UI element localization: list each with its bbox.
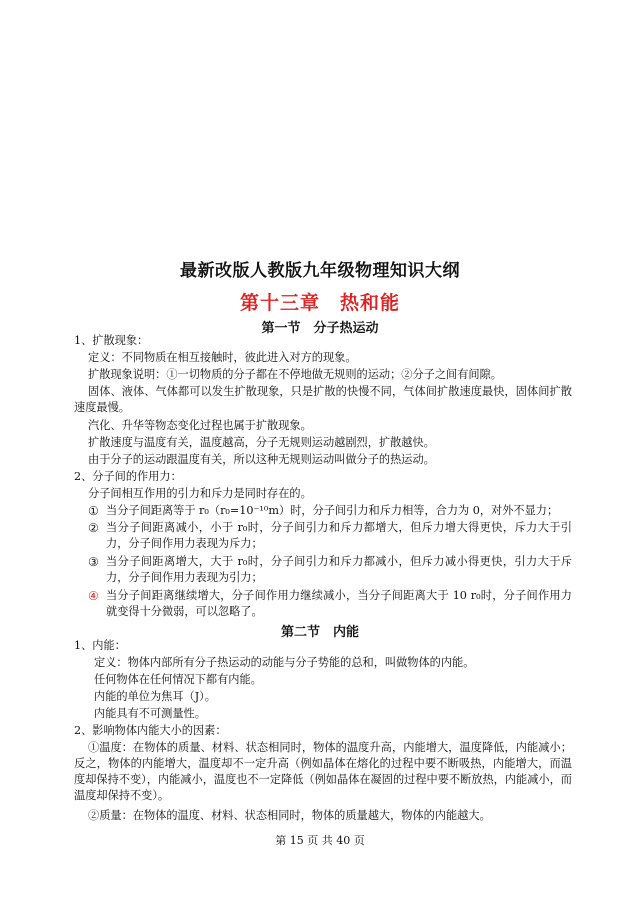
list-item: 当分子间距离等于 r₀（r₀=10⁻¹⁰m）时，分子间引力和斥力相等，合力为 0，对外不显力； <box>106 504 559 517</box>
list-marker: ③ <box>88 555 99 569</box>
chapter-heading: 第十三章 热和能 <box>239 292 400 314</box>
paragraph: 扩散速度与温度有关，温度越高，分子无规则运动越剧烈，扩散越快。 <box>88 436 435 449</box>
paragraph: 定义：不同物质在相互接触时，彼此进入对方的现象。 <box>88 351 357 364</box>
list-marker-highlighted: ④ <box>88 589 99 603</box>
item-heading: 1、扩散现象： <box>74 334 149 347</box>
paragraph: ②质量：在物体的温度、材料、状态相同时，物体的质量越大，物体的内能越大。 <box>88 809 491 822</box>
section-heading-1: 第一节 分子热运动 <box>261 321 379 336</box>
page-footer: 第 15 页 共 40 页 <box>275 834 365 847</box>
list-item: 当分子间距离减小，小于 r₀时，分子间引力和斥力都增大，但斥力增大得更快，斥力大于引力，分子间作用力表现为斥力； <box>106 521 572 550</box>
paragraph: 分子间相互作用的引力和斥力是同时存在的。 <box>88 487 312 500</box>
paragraph: 任何物体在任何情况下都有内能。 <box>94 673 262 686</box>
item-heading: 1、内能： <box>74 639 126 652</box>
paragraph: 定义：物体内部所有分子热运动的动能与分子势能的总和，叫做物体的内能。 <box>94 656 475 669</box>
item-heading: 2、影响物体内能大小的因素： <box>74 724 227 737</box>
list-item: 当分子间距离增大，大于 r₀时，分子间引力和斥力都减小，但斥力减小得更快，引力大于斥力，分子间作用力表现为引力； <box>106 555 572 584</box>
paragraph: 内能的单位为焦耳（J）。 <box>94 690 216 703</box>
paragraph: 内能具有不可测量性。 <box>94 707 206 720</box>
paragraph: ①温度：在物体的质量、材料、状态相同时，物体的温度升高，内能增大，温度降低，内能减小；反之，物体的内能增大，温度却不一定升高（例如晶体在熔化的过程中要不断吸热，内能增大，而温度却保持不变），内能减小，温度也不一定降低（例如晶体在凝固的过程中要不断放热，内能减小，而温度却保持不变）。 <box>74 741 572 802</box>
paragraph: 扩散现象说明：①一切物质的分子都在不停地做无规则的运动；②分子之间有间隙。 <box>88 368 502 381</box>
paragraph: 固体、液体、气体都可以发生扩散现象，只是扩散的快慢不同，气体间扩散速度最快，固体间扩散速度最慢。 <box>74 385 572 414</box>
document-title: 最新改版人教版九年级物理知识大纲 <box>180 261 460 281</box>
paragraph: 由于分子的运动跟温度有关，所以这种无规则运动叫做分子的热运动。 <box>88 453 435 466</box>
list-marker: ① <box>88 504 99 518</box>
list-item: 当分子间距离继续增大，分子间作用力继续减小，当分子间距离大于 10 r₀时，分子间作用力就变得十分微弱，可以忽略了。 <box>106 589 572 618</box>
section-heading-2: 第二节 内能 <box>280 625 359 640</box>
item-heading: 2、分子间的作用力： <box>74 470 182 483</box>
list-marker: ② <box>88 521 99 535</box>
paragraph: 汽化、升华等物态变化过程也属于扩散现象。 <box>88 419 312 432</box>
